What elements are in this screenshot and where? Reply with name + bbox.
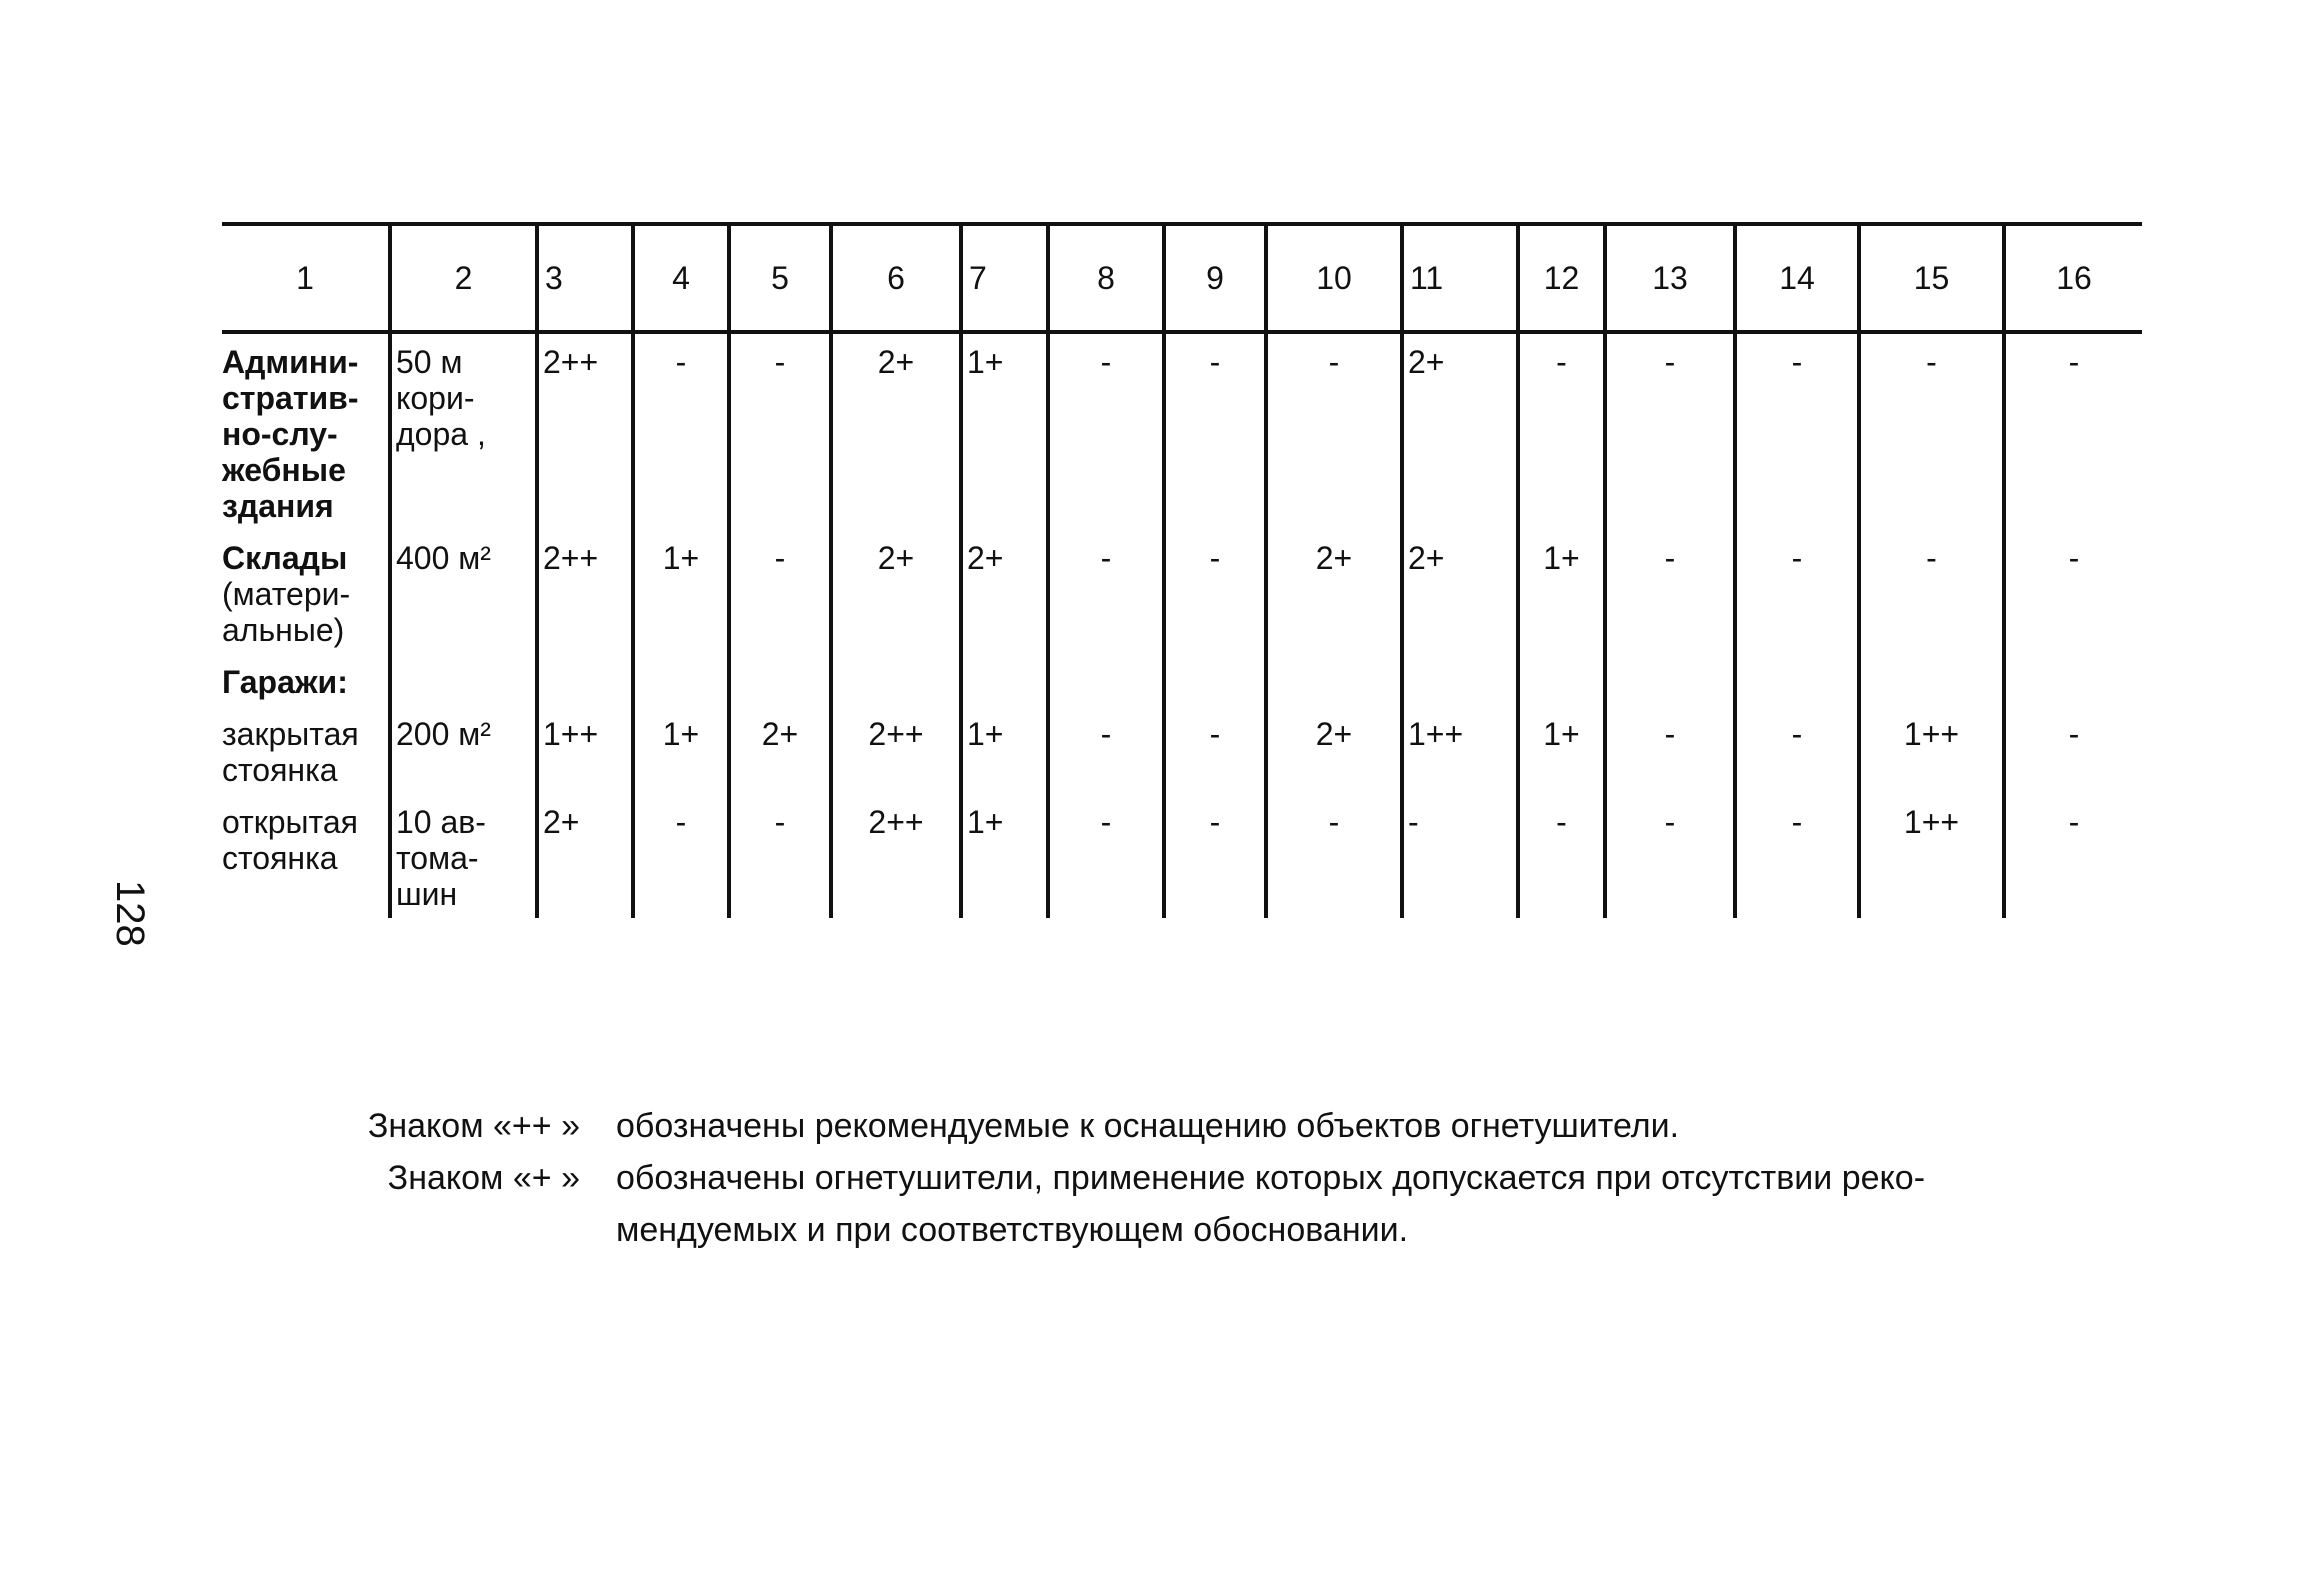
protected-area-line: 50 м bbox=[396, 344, 463, 380]
value-cell-col-9: - bbox=[1164, 706, 1266, 794]
value-cell-col-9: - bbox=[1164, 530, 1266, 654]
value-cell-col-14: - bbox=[1735, 530, 1859, 654]
value-cell-col-5: - bbox=[729, 794, 831, 918]
value-cell-col-4: - bbox=[633, 332, 729, 530]
table-row bbox=[222, 794, 2142, 918]
object-name-line: открытая bbox=[222, 804, 358, 840]
value-cell-col-10: - bbox=[1266, 332, 1402, 530]
table-row bbox=[222, 332, 2142, 530]
column-header-11: 11 bbox=[1402, 226, 1518, 332]
object-name-cell bbox=[222, 530, 390, 654]
protected-area-cell bbox=[390, 332, 537, 530]
column-header-2: 2 bbox=[390, 226, 537, 332]
empty-cell bbox=[1605, 654, 1735, 706]
protected-area-line: тома- bbox=[396, 840, 479, 876]
value-cell-col-3: 2++ bbox=[537, 332, 633, 530]
value-cell-col-12: - bbox=[1518, 332, 1605, 530]
value-cell-col-11: 2+ bbox=[1402, 332, 1518, 530]
empty-cell bbox=[2004, 654, 2142, 706]
value-cell-col-5: - bbox=[729, 332, 831, 530]
protected-area-line: кори- bbox=[396, 380, 475, 416]
value-cell-col-8: - bbox=[1048, 332, 1164, 530]
value-cell-col-6: 2++ bbox=[831, 706, 961, 794]
legend-key: Знаком «++ » bbox=[367, 1107, 580, 1145]
column-header-14: 14 bbox=[1735, 226, 1859, 332]
protected-area-line: 200 м² bbox=[396, 716, 491, 752]
empty-cell bbox=[831, 654, 961, 706]
column-header-1: 1 bbox=[222, 226, 390, 332]
value-cell-col-7: 2+ bbox=[961, 530, 1048, 654]
value-cell-col-14: - bbox=[1735, 332, 1859, 530]
value-cell-col-4: 1+ bbox=[633, 706, 729, 794]
empty-cell bbox=[729, 654, 831, 706]
value-cell-col-11: 2+ bbox=[1402, 530, 1518, 654]
value-cell-col-5: 2+ bbox=[729, 706, 831, 794]
value-cell-col-6: 2+ bbox=[831, 332, 961, 530]
protected-area-cell bbox=[390, 706, 537, 794]
value-cell-col-10: 2+ bbox=[1266, 530, 1402, 654]
column-header-7: 7 bbox=[961, 226, 1048, 332]
object-name-line: здания bbox=[222, 488, 334, 524]
object-name-line: стратив- bbox=[222, 380, 359, 416]
object-name-cell bbox=[222, 706, 390, 794]
value-cell-col-15: - bbox=[1859, 530, 2004, 654]
object-name-line: стоянка bbox=[222, 840, 338, 876]
value-cell-col-8: - bbox=[1048, 530, 1164, 654]
protected-area-line: 400 м² bbox=[396, 540, 491, 576]
column-header-4: 4 bbox=[633, 226, 729, 332]
empty-cell bbox=[1859, 654, 2004, 706]
column-header-15: 15 bbox=[1859, 226, 2004, 332]
value-cell-col-7: 1+ bbox=[961, 332, 1048, 530]
table-grid bbox=[222, 226, 2142, 918]
extinguisher-table bbox=[222, 222, 2142, 918]
column-header-16: 16 bbox=[2004, 226, 2142, 332]
value-cell-col-13: - bbox=[1605, 332, 1735, 530]
value-cell-col-10: 2+ bbox=[1266, 706, 1402, 794]
value-cell-col-7: 1+ bbox=[961, 794, 1048, 918]
protected-area-cell bbox=[390, 530, 537, 654]
value-cell-col-5: - bbox=[729, 530, 831, 654]
value-cell-col-4: 1+ bbox=[633, 530, 729, 654]
column-header-13: 13 bbox=[1605, 226, 1735, 332]
value-cell-col-11: - bbox=[1402, 794, 1518, 918]
object-name-cell bbox=[222, 794, 390, 918]
empty-cell bbox=[1266, 654, 1402, 706]
value-cell-col-11: 1++ bbox=[1402, 706, 1518, 794]
legend-key: Знаком «+ » bbox=[387, 1159, 580, 1197]
table-row bbox=[222, 706, 2142, 794]
value-cell-col-14: - bbox=[1735, 794, 1859, 918]
object-name-cell bbox=[222, 332, 390, 530]
legend-text: обозначены огнетушители, применение которых допускается при отсутствии реко-мендуемых и при соответствующем обосновании. bbox=[616, 1159, 1926, 1249]
empty-cell bbox=[1048, 654, 1164, 706]
value-cell-col-3: 2++ bbox=[537, 530, 633, 654]
value-cell-col-13: - bbox=[1605, 530, 1735, 654]
group-label: Гаражи: bbox=[222, 664, 348, 700]
value-cell-col-16: - bbox=[2004, 794, 2142, 918]
object-name-line: (матери- bbox=[222, 576, 351, 612]
value-cell-col-12: 1+ bbox=[1518, 530, 1605, 654]
empty-cell bbox=[537, 654, 633, 706]
empty-cell bbox=[633, 654, 729, 706]
empty-cell bbox=[1735, 654, 1859, 706]
value-cell-col-12: - bbox=[1518, 794, 1605, 918]
value-cell-col-13: - bbox=[1605, 706, 1735, 794]
value-cell-col-16: - bbox=[2004, 530, 2142, 654]
object-name-line: Склады bbox=[222, 540, 348, 576]
value-cell-col-6: 2+ bbox=[831, 530, 961, 654]
value-cell-col-9: - bbox=[1164, 332, 1266, 530]
value-cell-col-15: - bbox=[1859, 332, 2004, 530]
value-cell-col-13: - bbox=[1605, 794, 1735, 918]
column-header-9: 9 bbox=[1164, 226, 1266, 332]
legend-row-double-plus bbox=[290, 1100, 2090, 1152]
table-row bbox=[222, 654, 2142, 706]
table-row bbox=[222, 530, 2142, 654]
value-cell-col-8: - bbox=[1048, 794, 1164, 918]
value-cell-col-8: - bbox=[1048, 706, 1164, 794]
header-row bbox=[222, 226, 2142, 332]
column-header-12: 12 bbox=[1518, 226, 1605, 332]
object-name-line: закрытая bbox=[222, 716, 359, 752]
column-header-8: 8 bbox=[1048, 226, 1164, 332]
page-number: 128 bbox=[108, 880, 152, 947]
value-cell-col-9: - bbox=[1164, 794, 1266, 918]
legend-text: обозначены рекомендуемые к оснащению объектов огнетушители. bbox=[616, 1107, 1680, 1145]
column-header-10: 10 bbox=[1266, 226, 1402, 332]
column-header-5: 5 bbox=[729, 226, 831, 332]
empty-cell bbox=[1164, 654, 1266, 706]
column-header-6: 6 bbox=[831, 226, 961, 332]
value-cell-col-7: 1+ bbox=[961, 706, 1048, 794]
object-name-line: альные) bbox=[222, 612, 345, 648]
object-name-line: Админи- bbox=[222, 344, 359, 380]
table-body bbox=[222, 332, 2142, 918]
empty-cell bbox=[1518, 654, 1605, 706]
column-header-3: 3 bbox=[537, 226, 633, 332]
empty-cell bbox=[961, 654, 1048, 706]
empty-cell bbox=[1402, 654, 1518, 706]
legend-row-single-plus bbox=[290, 1152, 2090, 1256]
value-cell-col-10: - bbox=[1266, 794, 1402, 918]
value-cell-col-4: - bbox=[633, 794, 729, 918]
empty-cell bbox=[390, 654, 537, 706]
value-cell-col-3: 1++ bbox=[537, 706, 633, 794]
object-name-line: жебные bbox=[222, 452, 346, 488]
value-cell-col-15: 1++ bbox=[1859, 706, 2004, 794]
legend bbox=[290, 1100, 2090, 1256]
protected-area-cell bbox=[390, 794, 537, 918]
object-name-line: стоянка bbox=[222, 752, 338, 788]
value-cell-col-15: 1++ bbox=[1859, 794, 2004, 918]
protected-area-line: дора , bbox=[396, 416, 486, 452]
protected-area-line: шин bbox=[396, 876, 458, 912]
value-cell-col-6: 2++ bbox=[831, 794, 961, 918]
value-cell-col-16: - bbox=[2004, 332, 2142, 530]
protected-area-line: 10 ав- bbox=[396, 804, 486, 840]
object-name-line: но-слу- bbox=[222, 416, 338, 452]
value-cell-col-12: 1+ bbox=[1518, 706, 1605, 794]
value-cell-col-16: - bbox=[2004, 706, 2142, 794]
value-cell-col-3: 2+ bbox=[537, 794, 633, 918]
value-cell-col-14: - bbox=[1735, 706, 1859, 794]
